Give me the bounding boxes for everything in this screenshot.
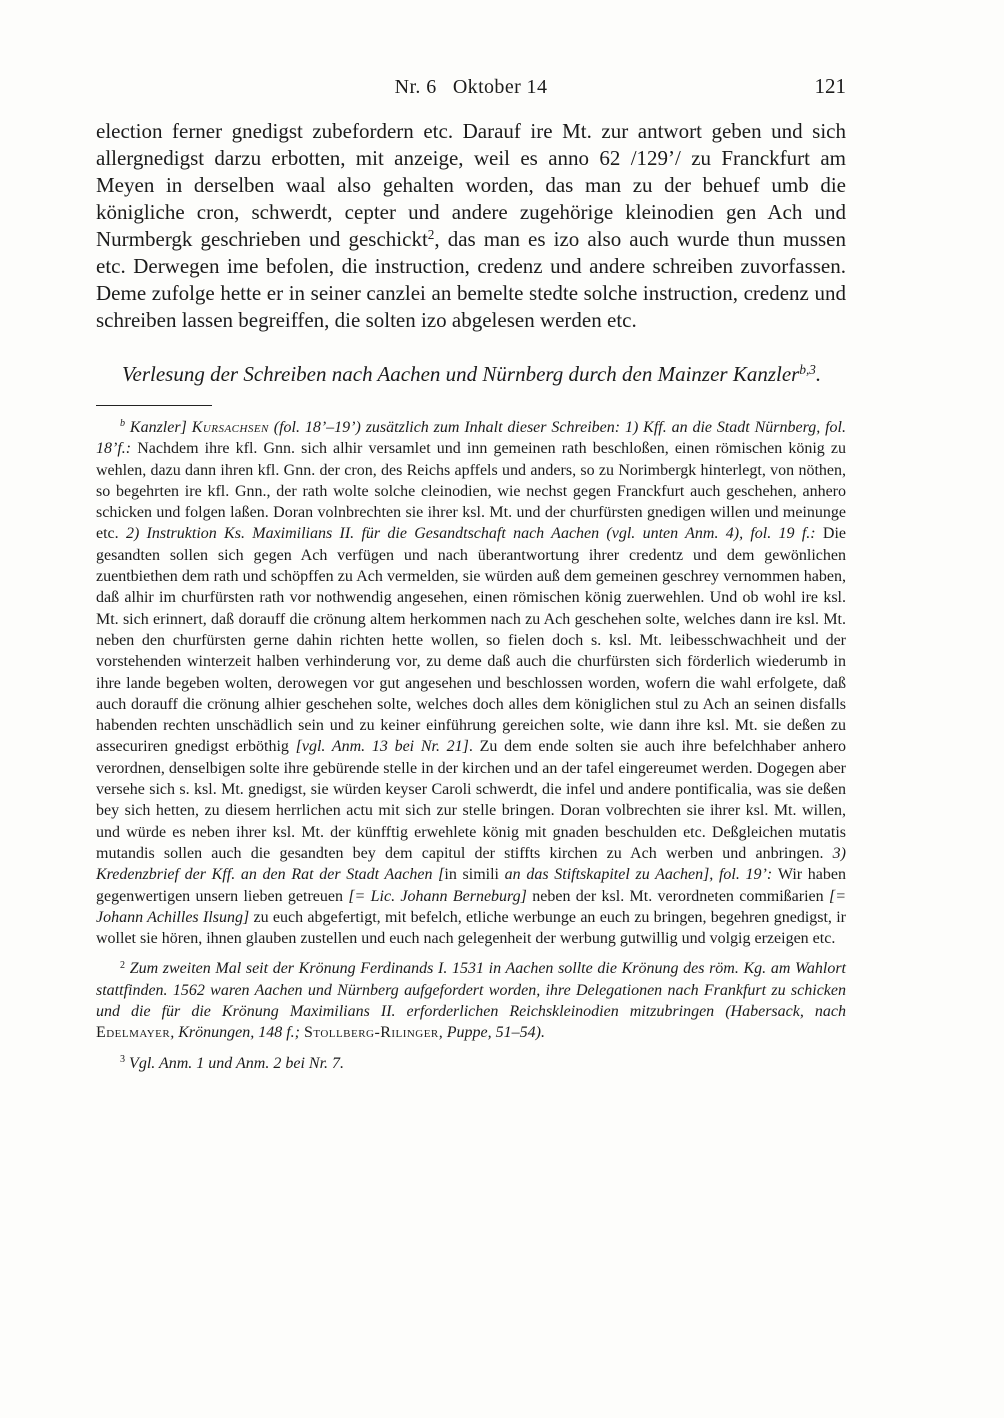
verlesung-heading: Verlesung der Schreiben nach Aachen und Nürnberg durch den Mainzer Kanzler$^{b,3}$. xyxy=(122,361,822,386)
page-number: 121 xyxy=(814,74,846,98)
footnote-separator-rule xyxy=(96,405,212,406)
running-title: Nr. 6 Oktober 14 xyxy=(394,76,548,98)
body-paragraph: election ferner gnedigst zubefordern etc. Darauf ire Mt. zur antwort geben und sich allergnedigst darzu erbotten, mit anzeige, weil es anno 62 /129’/ zu Franckfurt am Meyen in derselben waal also gehalten worden, das man zu der behuef umb die königliche cron, schwerdt, cepter und andere zugehörige kleinodien gen Ach und Nurmbergk geschrieben und geschickt$^2$, das man es izo also auch wurde thun mussen etc. Derwegen ime befolen, die instruction, credenz und andere schreiben zuvorfassen. Deme zufolge hette er in seiner canzlei an bemelte stedte solche instruction, credenz und schreiben lassen begreiffen, die solten izo abgelesen werden etc. xyxy=(96,119,846,332)
page-header xyxy=(96,76,846,106)
footnote-3: $^3$ Vgl. Anm. 1 und Anm. 2 bei Nr. 7. xyxy=(120,1054,345,1072)
footnote-b: $^b$ Kanzler] Kursachsen (fol. 18’–19’) zusätzlich zum Inhalt dieser Schreiben: 1) Kff. an die Stadt Nürnberg, fol. 18’f.: Nachdem ihre kfl. Gnn. sich alhir versamlet und inn gemeinen rath beschloßen, einen römischen könig zu wehlen, dazu dann ihren kfl. Gnn. der cron, des Reichs apffels und anders, so zu Norimbergk hinterlegt, von nöthen, so begehrten ire kfl. Gnn., der rath wolte solche cleinodien, wie nechst gegen Franckfurt auch geschehen, anhero schicken und folgen laßen. Doran volnbrechten sie ihrer ksl. Mt. und der churfürsten gnedigen willen und meinunge etc. 2) Instruktion Ks. Maximilians II. für die Gesandtschaft nach Aachen (vgl. unten Anm. 4), fol. 19 f.: Die gesandten sollen sich gegen Ach verfügen und nach überantwortung ihrer credentz und dem gewönlichen zuentbiethen dem rath und schöpffen zu Ach vermelden, sie würden auß dem gemeinen geschrey vernommen haben, daß alhir im churfürsten rath vor nothwendig angesehen, einen römischen könig zuerwehlen. Und ob wohl ire ksl. Mt. sich erinnert, daß dorauff die crönung altem herkommen nach zu Ach geschehen solte, welches dann ire ksl. Mt. neben den churfürsten gerne dahin richten hette wollen, so fielen doch s. ksl. Mt. leibesschwachheit und der vorstehenden winterzeit halben verhinderung vor, zu deme daß auch die churfürsten sich förderlich wiederumb in ihre lande begeben wolten, derowegen vor gut angesehen und beschlossen worden, wofern die wahl erfolgete, daß auch dorauff die crönung alhier geschehen solte, welches doch alles dem königlichen stul zu Ach an seinen disfalls habenden rechten unschädlich sein und zu keiner einführung gereichen solte, wie dann ihre ksl. Mt. sie deßen zu assecuriren gnedigst erböthig [vgl. Anm. 13 bei Nr. 21]. Zu dem ende solten sie auch ihre befelchhaber anhero verordnen, denselbigen solte ihre gebürende stelle in der kirchen und an der tafel eingereumet werden. Dogegen aber versehe sich s. ksl. Mt. gnedigst, sie würden keyser Caroli schwerdt, die infel und andere pontificalia, was sie deßen bey sich hetten, zu diesem herrlichen actu mit sich zur stelle bringen. Doran volbrechten sie ihrer ksl. Mt. willen, und würde es neben ihrer ksl. Mt. der künfftig erwehlete könig mit gnaden beschulden etc. Deßgleichen mutatis mutandis sollen auch die gesandten bey dem capitul der stiffts kirchen zu Ach werben und anbringen. 3) Kredenzbrief der Kff. an den Rat der Stadt Aachen [in simili an das Stiftskapitel zu Aachen], fol. 19’: Wir haben gegenwertigen unsern lieben getreuen [= Lic. Johann Berneburg] neben der ksl. Mt. verordneten commißarien [= Johann Achilles Ilsung] zu euch abgefertigt, mit befelch, etliche werbunge an euch zu bringen, begehren gnedigst, ir wollet sie hören, ihnen glauben zustellen und euch nach gelegenheit der werbung gutwillig und volgig erzeigen etc. xyxy=(96,418,847,948)
footnote-2: $^2$ Zum zweiten Mal seit der Krönung Ferdinands I. 1531 in Aachen sollte die Krönung des röm. Kg. am Wahlort stattfinden. 1562 waren Aachen und Nürnberg aufgefordert worden, ihre Delegationen nach Frankfurt zu schicken und die für die Krönung Maximilians II. erforderlichen Reichskleinodien mitzubringen (Habersack, nach Edelmayer, Krönungen, 148 f.; Stollberg-Rilinger, Puppe, 51–54). xyxy=(96,959,846,1042)
